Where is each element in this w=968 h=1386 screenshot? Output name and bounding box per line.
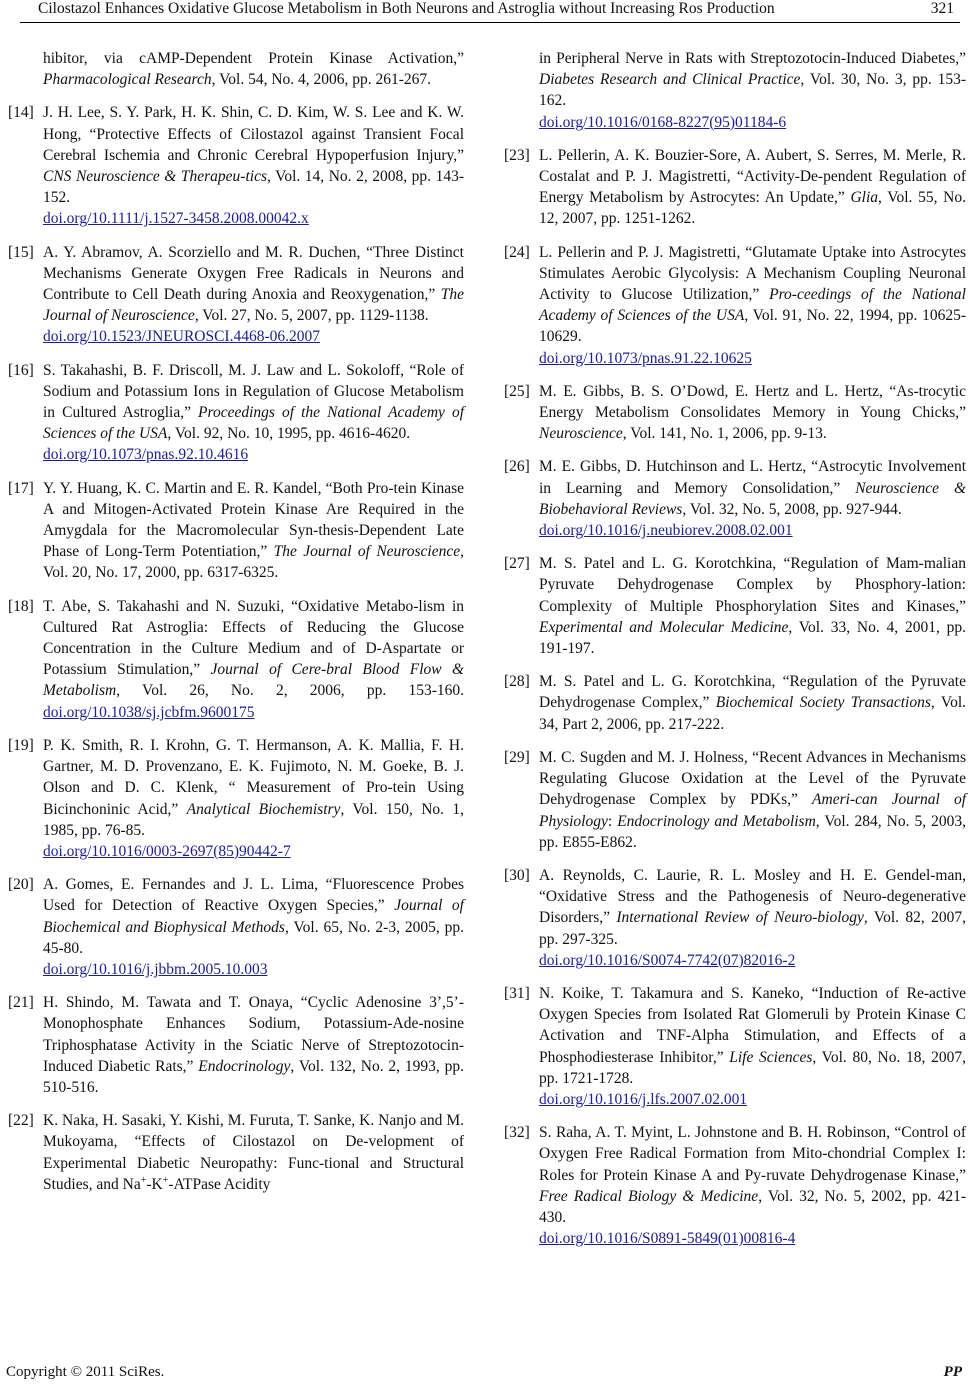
reference-item [504, 381, 966, 445]
reference-text: in Peripheral Nerve in Rats with Streptozotocin-Induced Diabetes,” [539, 50, 966, 67]
doi-link[interactable]: doi.org/10.1016/0003-2697(85)90442-7 [43, 842, 291, 860]
journal-title: International Review of Neuro-biology [616, 909, 864, 927]
right-column [504, 48, 966, 1261]
reference-details: , Vol. 30, No. 3, pp. 153-162. [539, 71, 967, 110]
journal-title: The Journal of Neuroscience [273, 543, 461, 561]
reference-number: [27] [504, 555, 530, 573]
reference-details: , Vol. 55, No. 12, 2007, pp. 1251-1262. [539, 189, 966, 228]
journal-title: Neuroscience [539, 425, 623, 443]
reference-details: , Vol. 132, No. 2, 1993, pp. 510-516. [43, 1057, 464, 1096]
reference-item [8, 478, 464, 584]
doi-link[interactable]: doi.org/10.1016/0168-8227(95)01184-6 [539, 113, 787, 131]
reference-text: M. S. Patel and L. G. Korotchkina, “Regulation of the Pyruvate Dehydrogenase Complex,” [539, 673, 966, 712]
doi-link[interactable]: doi.org/10.1016/S0891-5849(01)00816-4 [539, 1230, 796, 1248]
page-footer [0, 1364, 968, 1384]
reference-item [504, 747, 966, 853]
reference-text: hibitor, via cAMP-Dependent Protein Kinase Activation,” [43, 50, 464, 67]
reference-item [504, 671, 966, 735]
reference-details: , Vol. 32, No. 5, 2002, pp. 421-430. [539, 1187, 967, 1226]
journal-title: Analytical Biochemistry [186, 800, 341, 818]
reference-item [504, 242, 966, 369]
journal-abbreviation: PP [943, 1364, 962, 1380]
reference-text: -ATPase Acidity [168, 1175, 271, 1193]
reference-text: N. Koike, T. Takamura and S. Kaneko, “Induction of Re-active Oxygen Species from Isolated Rat Glomeruli by Protein Kinase C Activation and TNF-Alpha Stimulation, and Effects of a Phosphodiesterase Inhibitor,” [539, 984, 966, 1066]
reference-text: -K [146, 1175, 163, 1193]
reference-item [8, 874, 464, 980]
reference-text: M. E. Gibbs, D. Hutchinson and L. Hertz, “Astrocytic Involvement in Learning and Memory Consolidation,” [539, 458, 966, 497]
running-header [20, 0, 960, 23]
journal-title: Free Radical Biology & Medicine [539, 1187, 759, 1205]
reference-details: , Vol. 34, Part 2, 2006, pp. 217-222. [539, 694, 967, 733]
reference-details: , Vol. 27, No. 5, 2007, pp. 1129-1138. [194, 307, 429, 325]
left-column [8, 48, 464, 1207]
reference-details: , Vol. 65, No. 2-3, 2005, pp. 45-80. [43, 918, 464, 957]
reference-text: L. Pellerin and P. J. Magistretti, “Glutamate Uptake into Astrocytes Stimulates Aerobic Glycolysis: A Mechanism Coupling Neuronal Activity to Glucose Utilization,” [539, 243, 966, 304]
journal-title: The Journal of Neuroscience [43, 286, 464, 325]
reference-details: , Vol. 141, No. 1, 2006, pp. 9-13. [622, 425, 827, 443]
reference-details: , Vol. 80, No. 18, 2007, pp. 1721-1728. [539, 1048, 966, 1087]
reference-number: [24] [504, 243, 530, 261]
journal-title: Endocrinology [198, 1057, 291, 1075]
reference-number: [21] [8, 994, 34, 1012]
doi-link[interactable]: doi.org/10.1523/JNEUROSCI.4468-06.2007 [43, 328, 321, 346]
reference-number: [18] [8, 597, 34, 615]
superscript-charge: + [162, 1174, 169, 1186]
reference-text: A. Reynolds, C. Laurie, R. L. Mosley and H. E. Gendel-man, “Oxidative Stress and the Pathogenesis of Neuro-degenerative Disorders,” [539, 866, 966, 927]
reference-item [8, 992, 464, 1098]
journal-title: Ameri-can Journal of Physiology [539, 791, 966, 830]
reference-details: : [607, 812, 618, 830]
reference-text: M. C. Sugden and M. J. Holness, “Recent Advances in Mechanisms Regulating Glucose Oxidation at the Level of the Pyruvate Dehydrogenase Complex by PDKs,” [539, 748, 966, 809]
reference-number: [19] [8, 736, 34, 754]
reference-details: , Vol. 14, No. 2, 2008, pp. 143-152. [43, 168, 464, 207]
doi-link[interactable]: doi.org/10.1073/pnas.91.22.10625 [539, 349, 752, 367]
reference-item [504, 456, 966, 541]
reference-text: M. E. Gibbs, B. S. O’Dowd, E. Hertz and L. Hertz, “As-trocytic Energy Metabolism Consolidates Memory in Young Chicks,” [539, 382, 966, 422]
reference-continuation [8, 48, 464, 90]
journal-title: Endocrinology and Metabolism [617, 812, 816, 830]
reference-details: , Vol. 33, No. 4, 2001, pp. 191-197. [539, 618, 966, 658]
doi-link[interactable]: doi.org/10.1016/S0074-7742(07)82016-2 [539, 951, 796, 969]
reference-number: [26] [504, 458, 530, 476]
reference-number: [31] [504, 984, 530, 1002]
journal-title: Proceedings of the National Academy of Sciences of the USA [43, 404, 464, 443]
reference-number: [22] [8, 1112, 34, 1130]
journal-title: Life Sciences [729, 1048, 813, 1066]
reference-number: [15] [8, 243, 34, 261]
journal-title: Diabetes Research and Clinical Practice [539, 71, 801, 89]
reference-number: [25] [504, 382, 530, 400]
reference-text: L. Pellerin, A. K. Bouzier-Sore, A. Aubert, S. Serres, M. Merle, R. Costalat and P. J. Magistretti, “Activity-De-pendent Regulation of Energy Metabolism by Astrocytes: An Update,” [539, 146, 966, 207]
reference-details: , Vol. 91, No. 22, 1994, pp. 10625-10629. [539, 307, 967, 346]
reference-text: A. Y. Abramov, A. Scorziello and M. R. Duchen, “Three Distinct Mechanisms Generate Oxygen Free Radicals in Neurons and Contribute to Cell Death during Anoxia and Reoxygenation,” [43, 243, 464, 304]
journal-title: Neuroscience & Biobehavioral Reviews [539, 479, 966, 518]
journal-title: Pharmacological Research [43, 71, 212, 89]
reference-number: [23] [504, 146, 530, 164]
journal-title: Journal of Cere-bral Blood Flow & Metabolism [43, 661, 464, 700]
reference-details: , Vol. 26, No. 2, 2006, pp. 153-160. [116, 682, 464, 700]
reference-text: M. S. Patel and L. G. Korotchkina, “Regulation of Mam-malian Pyruvate Dehydrogenase Complex by Phosphory-lation: Complexity of Multiple Phosphorylation Sites and Kinases,” [539, 555, 966, 615]
reference-item [8, 102, 464, 229]
reference-details: , Vol. 82, 2007, pp. 297-325. [539, 909, 966, 948]
reference-text: J. H. Lee, S. Y. Park, H. K. Shin, C. D. Kim, W. S. Lee and K. W. Hong, “Protective Effects of Cilostazol against Transient Focal Cerebral Ischemia and Chronic Cerebral Hypoperfusion Injury,” [43, 104, 464, 164]
reference-details: , Vol. 284, No. 5, 2003, pp. E855-E862. [539, 812, 966, 851]
journal-title: Experimental and Molecular Medicine [539, 618, 789, 636]
reference-item [8, 596, 464, 723]
reference-item [8, 735, 464, 862]
reference-text: S. Raha, A. T. Myint, L. Johnstone and B. H. Robinson, “Control of Oxygen Free Radical Formation from Mito-chondrial Complex I: Roles for Protein Kinase A and Py-ruvate Dehydrogenase Kinase,” [539, 1124, 966, 1184]
reference-details: , Vol. 150, No. 1, 1985, pp. 76-85. [43, 800, 464, 839]
doi-link[interactable]: doi.org/10.1038/sj.jcbfm.9600175 [43, 703, 255, 721]
doi-link[interactable]: doi.org/10.1016/j.lfs.2007.02.001 [539, 1090, 748, 1108]
doi-link[interactable]: doi.org/10.1111/j.1527-3458.2008.00042.x [43, 210, 309, 228]
reference-text: T. Abe, S. Takahashi and N. Suzuki, “Oxidative Metabo-lism in Cultured Rat Astroglia: Effects of Reducing the Glucose Concentration in the Culture Medium and of D-Aspartate or Potassium Stimulation,” [43, 597, 464, 679]
doi-link[interactable]: doi.org/10.1016/j.jbbm.2005.10.003 [43, 960, 268, 978]
doi-link[interactable]: doi.org/10.1073/pnas.92.10.4616 [43, 446, 249, 464]
reference-item [8, 1110, 464, 1195]
doi-link[interactable]: doi.org/10.1016/j.neubiorev.2008.02.001 [539, 522, 793, 540]
reference-number: [32] [504, 1124, 530, 1142]
reference-number: [16] [8, 361, 34, 379]
reference-item [504, 983, 966, 1110]
reference-item [504, 865, 966, 971]
reference-number: [20] [8, 876, 34, 894]
reference-details: , Vol. 20, No. 17, 2000, pp. 6317-6325. [43, 543, 464, 582]
journal-title: Biochemical Society Transactions [715, 694, 931, 712]
copyright-notice: Copyright © 2011 SciRes. [6, 1364, 165, 1380]
journal-title: CNS Neuroscience & Therapeu-tics [43, 168, 267, 186]
reference-item [8, 242, 464, 348]
superscript-charge: + [140, 1174, 147, 1186]
journal-title: Journal of Biochemical and Biophysical Methods [43, 897, 464, 936]
page-number: 321 [930, 0, 954, 17]
reference-text: A. Gomes, E. Fernandes and J. L. Lima, “Fluorescence Probes Used for Detection of Reactive Oxygen Species,” [43, 876, 464, 915]
reference-details: , Vol. 54, No. 4, 2006, pp. 261-267. [211, 71, 432, 89]
reference-item [504, 1122, 966, 1249]
reference-details: , Vol. 32, No. 5, 2008, pp. 927-944. [682, 500, 902, 518]
reference-number: [28] [504, 673, 530, 691]
running-title: Cilostazol Enhances Oxidative Glucose Metabolism in Both Neurons and Astroglia without Increasing Ros Production [38, 0, 775, 17]
reference-details: , Vol. 92, No. 10, 1995, pp. 4616-4620. [167, 425, 411, 443]
reference-text: S. Takahashi, B. F. Driscoll, M. J. Law and L. Sokoloff, “Role of Sodium and Potassium Ions in Regulation of Glucose Metabolism in Cultured Astroglia,” [43, 361, 464, 422]
reference-text: P. K. Smith, R. I. Krohn, G. T. Hermanson, A. K. Mallia, F. H. Gartner, M. D. Provenzano, E. K. Fujimoto, N. M. Goeke, B. J. Olson and D. C. Klenk, “ Measurement of Pro-tein Using Bicinchoninic Acid,” [43, 736, 464, 818]
reference-text: K. Naka, H. Sasaki, Y. Kishi, M. Furuta, T. Sanke, K. Nanjo and M. Mukoyama, “Effects of Cilostazol on De-velopment of Experimental Diabetic Neuropathy: Func-tional and Structural Studies, and Na [43, 1112, 464, 1193]
reference-text: Y. Y. Huang, K. C. Martin and E. R. Kandel, “Both Pro-tein Kinase A and Mitogen-Activated Protein Kinase Are Required in the Amygdala for the Macromolecular Syn-thesis-Dependent Late Phase of Long-Term Potentiation,” [43, 479, 464, 561]
reference-item [504, 145, 966, 230]
reference-text: H. Shindo, M. Tawata and T. Onaya, “Cyclic Adenosine 3’,5’-Monophosphate Enhances Sodium, Potassium-Ade-nosine Triphosphatase Activity in the Sciatic Nerve of Streptozotocin-Induced Diabetic Rats,” [43, 994, 464, 1075]
reference-number: [30] [504, 866, 530, 884]
reference-number: [29] [504, 748, 530, 766]
journal-title: Glia [850, 189, 879, 207]
reference-item [8, 360, 464, 466]
reference-number: [14] [8, 104, 34, 122]
reference-item [504, 553, 966, 659]
reference-continuation [504, 48, 966, 133]
reference-number: [17] [8, 479, 34, 497]
journal-title: Pro-ceedings of the National Academy of Sciences of the USA [539, 286, 966, 325]
